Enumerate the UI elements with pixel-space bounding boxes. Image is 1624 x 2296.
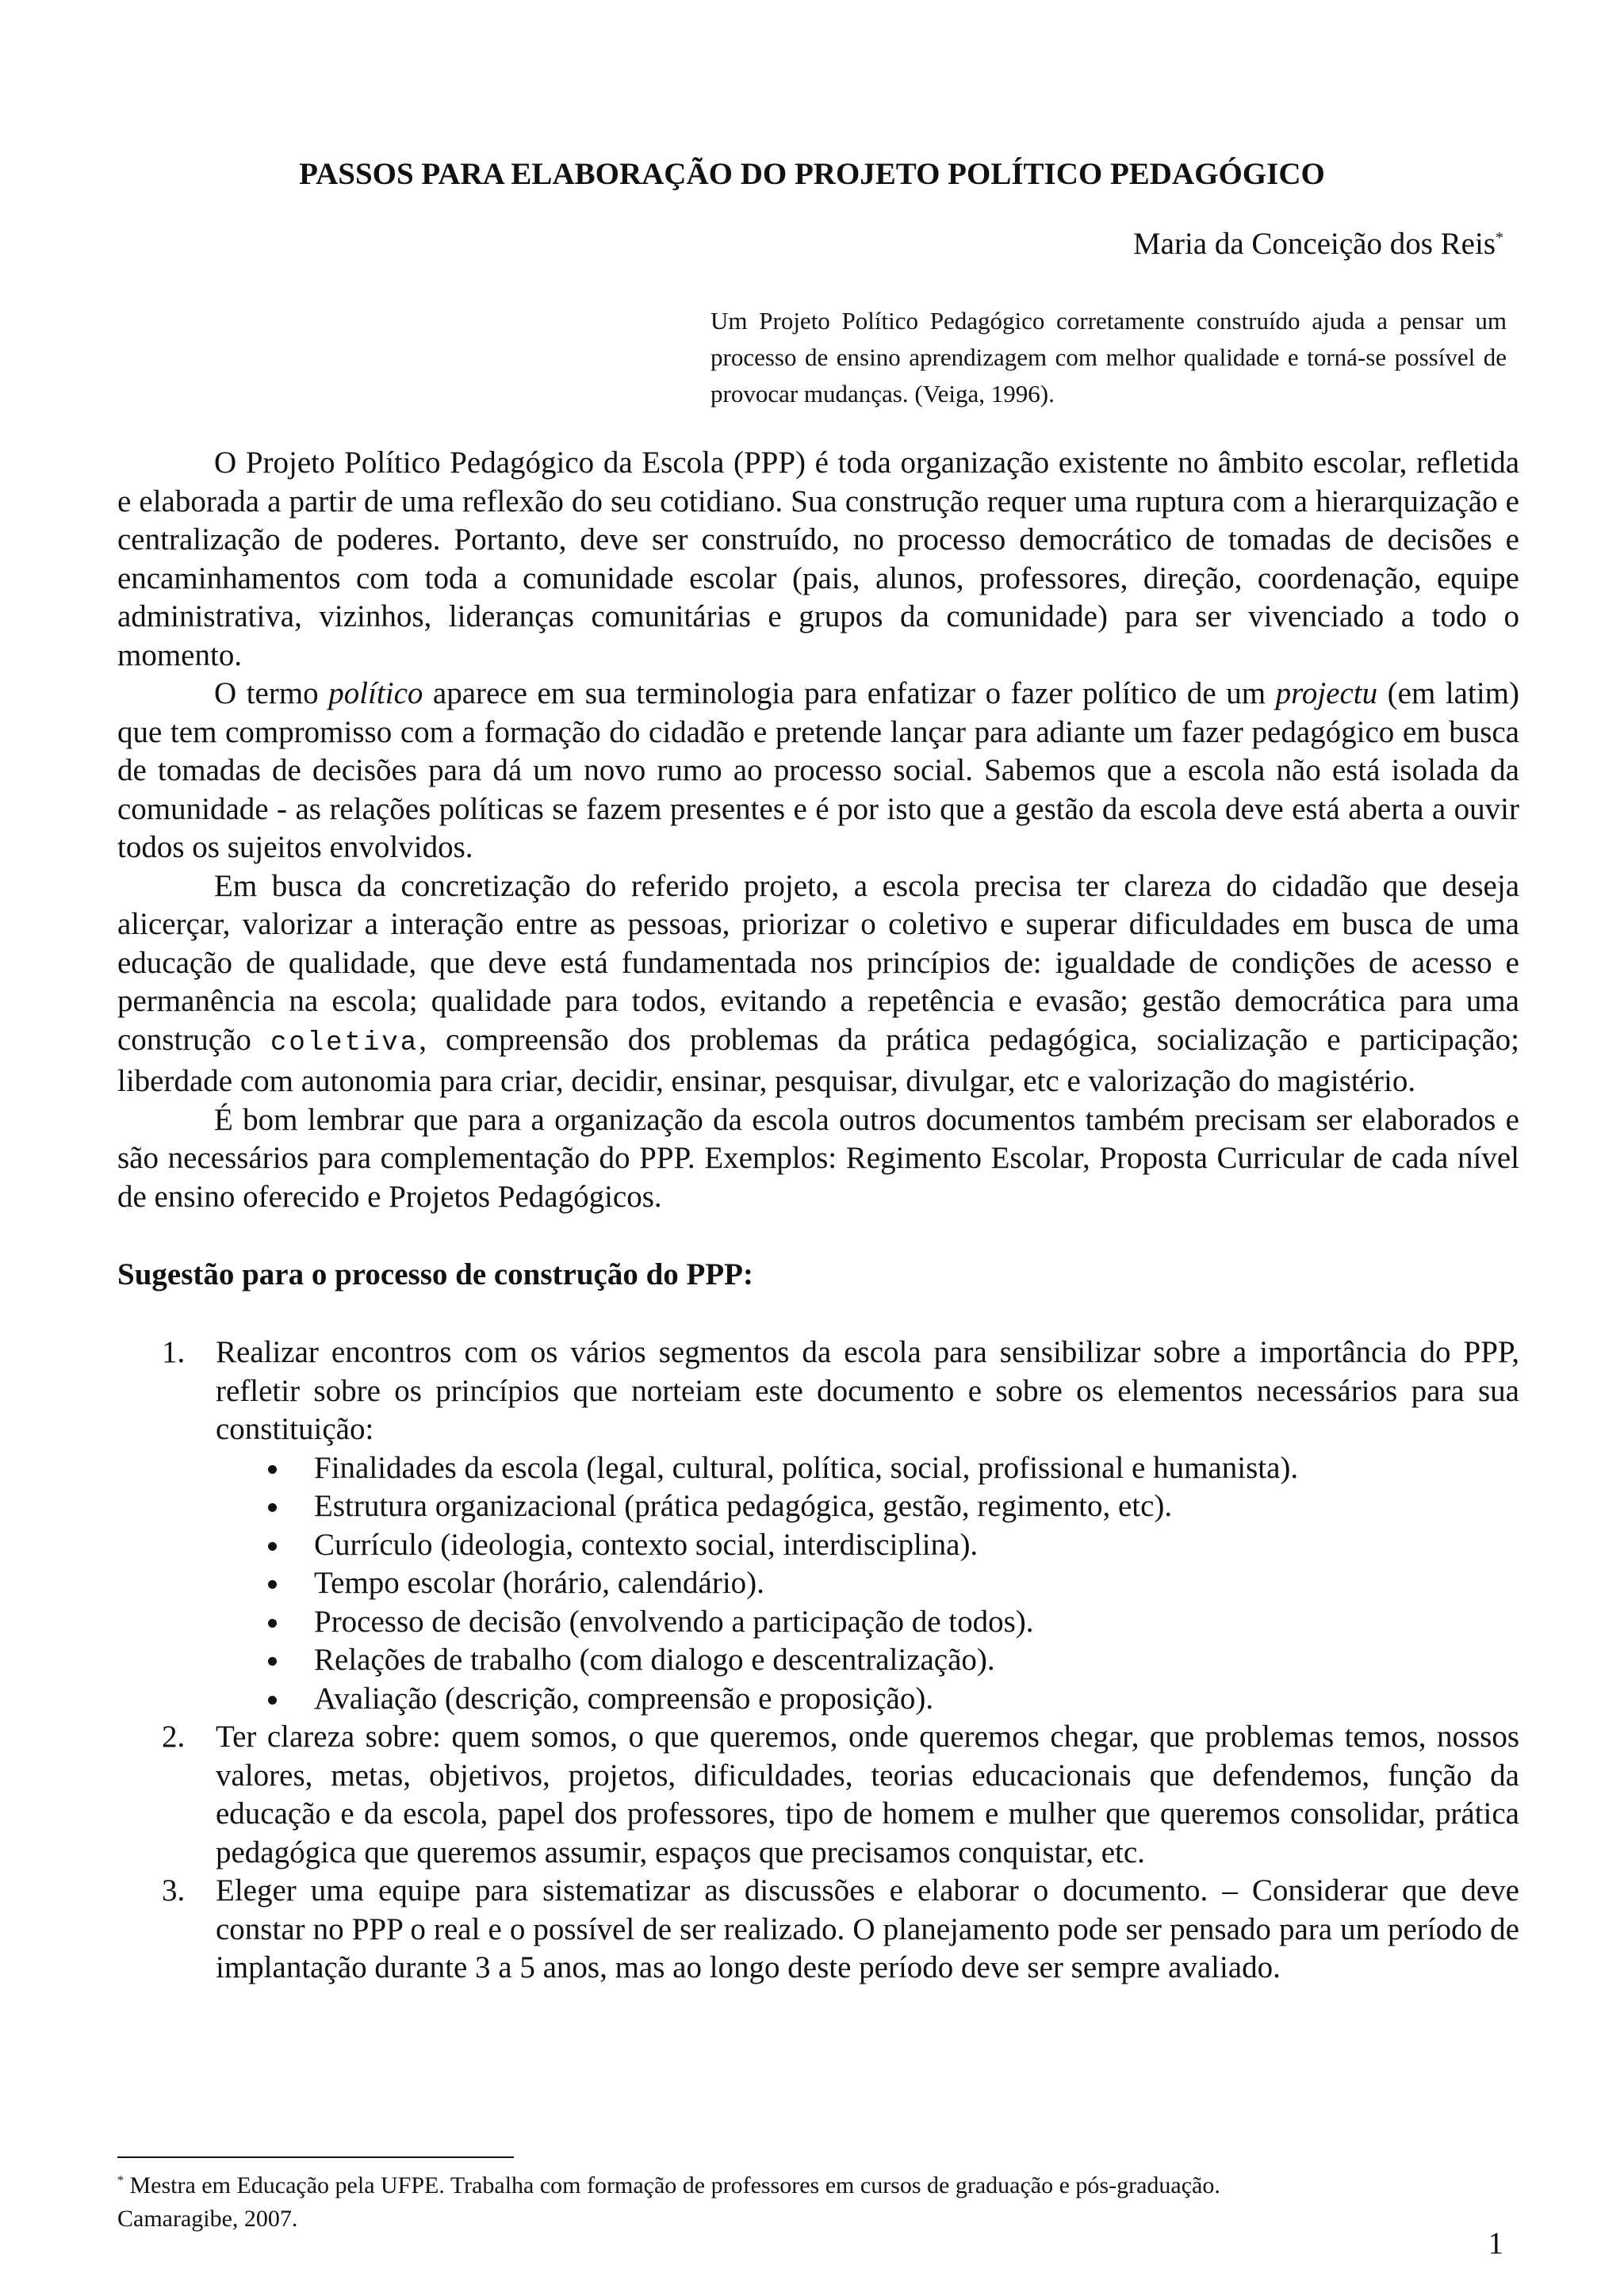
steps-list (117, 1334, 1519, 1988)
step-text: Eleger uma equipe para sistematizar as discussões e elaborar o documento. – Considerar que deve constar no PPP o real e o possível de ser realizado. O planejamento pode ser pensado para um período de implantação durante 3 a 5 anos, mas ao longo deste período deve ser sempre avaliado. (216, 1873, 1519, 1984)
elements-bullet-list (216, 1449, 1519, 1719)
paragraph-3-part-c: , compreensão dos problemas da prática pedagógica, socialização e participação; liberdade com autonomia para criar, decidir, ensinar, pesquisar, divulgar, etc e valorização do magistério. (117, 1022, 1519, 1098)
author-name-text: Maria da Conceição dos Reis (1132, 227, 1496, 261)
bullet-text: Estrutura organizacional (prática pedagógica, gestão, regimento, etc). (314, 1489, 1173, 1523)
paragraph-1: O Projeto Político Pedagógico da Escola (PPP) é toda organização existente no âmbito escolar, refletida e elaborada a partir de uma reflexão do seu cotidiano. Sua construção requer uma ruptura com a hierarquização e centralização de poderes. Portanto, deve ser construído, no processo democrático de tomadas de decisões e encaminhamentos com toda a comunidade escolar (pais, alunos, professores, direção, coordenação, equipe administrativa, vizinhos, lideranças comunitárias e grupos da comunidade) para ser vivenciado a todo o momento. (117, 446, 1519, 672)
section-heading: Sugestão para o processo de construção do PPP: (117, 1257, 753, 1292)
bullet-item (216, 1680, 1519, 1719)
bullet-dot-icon (268, 1696, 277, 1705)
bullet-dot-icon (268, 1619, 277, 1628)
bullet-text: Tempo escolar (horário, calendário). (314, 1566, 764, 1600)
epigraph-quote: Um Projeto Político Pedagógico corretamente construído ajuda a pensar um processo de ensino aprendizagem com melhor qualidade e torná-se possível de provocar mudanças. (Veiga, 1996). (710, 307, 1507, 408)
bullet-item (216, 1564, 1519, 1603)
bullet-text: Currículo (ideologia, contexto social, interdisciplina). (314, 1527, 979, 1562)
step-text: Ter clareza sobre: quem somos, o que queremos, onde queremos chegar, que problemas temos, nossos valores, metas, objetivos, projetos, dificuldades, teorias educacionais que defendemos, função da educação e da escola, papel dos professores, tipo de homem e mulher que queremos consolidar, prática pedagógica que queremos assumir, espaços que precisamos conquistar, etc. (216, 1720, 1519, 1869)
page-number: 1 (1488, 2226, 1503, 2260)
step-number: 3. (162, 1873, 186, 1908)
bullet-text: Finalidades da escola (legal, cultural, política, social, profissional e humanista). (314, 1450, 1299, 1485)
step-number: 2. (162, 1720, 186, 1754)
paragraph-3-part-a: Em busca da concretização do referido projeto, a escola precisa ter clareza do cidadão que deseja alicerçar, valorizar a interação entre as pessoas, priorizar o coletivo e superar dificuldades em busca de uma educação de qualidade, que deve está fundamentada nos princípios de: igualdade de condições de acesso e permanência na escola; qualidade para todos, evitando a repetência e evasão; gestão democrática para uma construção (117, 868, 1519, 1057)
bullet-text: Avaliação (descrição, compreensão e proposição). (314, 1681, 934, 1716)
bullet-item (216, 1603, 1519, 1642)
footnote-line-2: Camaragibe, 2007. (117, 2206, 298, 2232)
footnote-mark: * (117, 2174, 124, 2187)
paragraph-3 (117, 867, 1519, 1101)
paragraph-3-spaced-coletiva: coletiva (270, 1027, 419, 1058)
bullet-item (216, 1526, 1519, 1565)
footnote-line-1 (117, 2169, 1513, 2202)
step-item-2 (117, 1718, 1519, 1872)
bullet-text: Relações de trabalho (com dialogo e descentralização). (314, 1643, 995, 1677)
bullet-item (216, 1449, 1519, 1488)
paragraph-2-part-a: O termo (214, 676, 329, 710)
document-title: PASSOS PARA ELABORAÇÃO DO PROJETO POLÍTICO PEDAGÓGICO (299, 157, 1325, 191)
paragraph-2-italic-politico: político (328, 676, 423, 710)
footnote-text: Mestra em Educação pela UFPE. Trabalha com formação de professores em cursos de graduação e pós-graduação. (129, 2172, 1220, 2198)
paragraph-2-italic-projectu: projectu (1275, 676, 1378, 710)
step-number: 1. (162, 1335, 186, 1369)
bullet-text: Processo de decisão (envolvendo a participação de todos). (314, 1604, 1034, 1639)
bullet-item (216, 1641, 1519, 1680)
bullet-dot-icon (268, 1580, 277, 1589)
bullet-dot-icon (268, 1657, 277, 1666)
author-name (1133, 225, 1503, 263)
step-item-1 (117, 1334, 1519, 1718)
bullet-item (216, 1487, 1519, 1526)
paragraph-2 (117, 675, 1519, 867)
document-body (117, 444, 1519, 1988)
step-text: Realizar encontros com os vários segmentos da escola para sensibilizar sobre a importância do PPP, refletir sobre os princípios que norteiam este documento e sobre os elementos necessários para sua constituição: (216, 1335, 1519, 1446)
footnote-divider (117, 2156, 514, 2158)
author-footnote-mark: * (1496, 229, 1503, 247)
bullet-dot-icon (268, 1465, 277, 1474)
footnote (117, 2169, 1513, 2236)
bullet-dot-icon (268, 1542, 277, 1551)
paragraph-2-part-c: aparece em sua terminologia para enfatizar o fazer político de um (423, 676, 1276, 710)
bullet-dot-icon (268, 1503, 277, 1512)
paragraph-2-part-e: (em latim) que tem compromisso com a formação do cidadão e pretende lançar para adiante um fazer pedagógico em busca de tomadas de decisões para dá um novo rumo ao processo social. Sabemos que a escola não está isolada da comunidade - as relações políticas se fazem presentes e é por isto que a gestão da escola deve está aberta a ouvir todos os sujeitos envolvidos. (117, 676, 1519, 864)
paragraph-4: É bom lembrar que para a organização da escola outros documentos também precisam ser elaborados e são necessários para complementação do PPP. Exemplos: Regimento Escolar, Proposta Curricular de cada nível de ensino oferecido e Projetos Pedagógicos. (117, 1102, 1519, 1214)
step-item-3 (117, 1872, 1519, 1988)
